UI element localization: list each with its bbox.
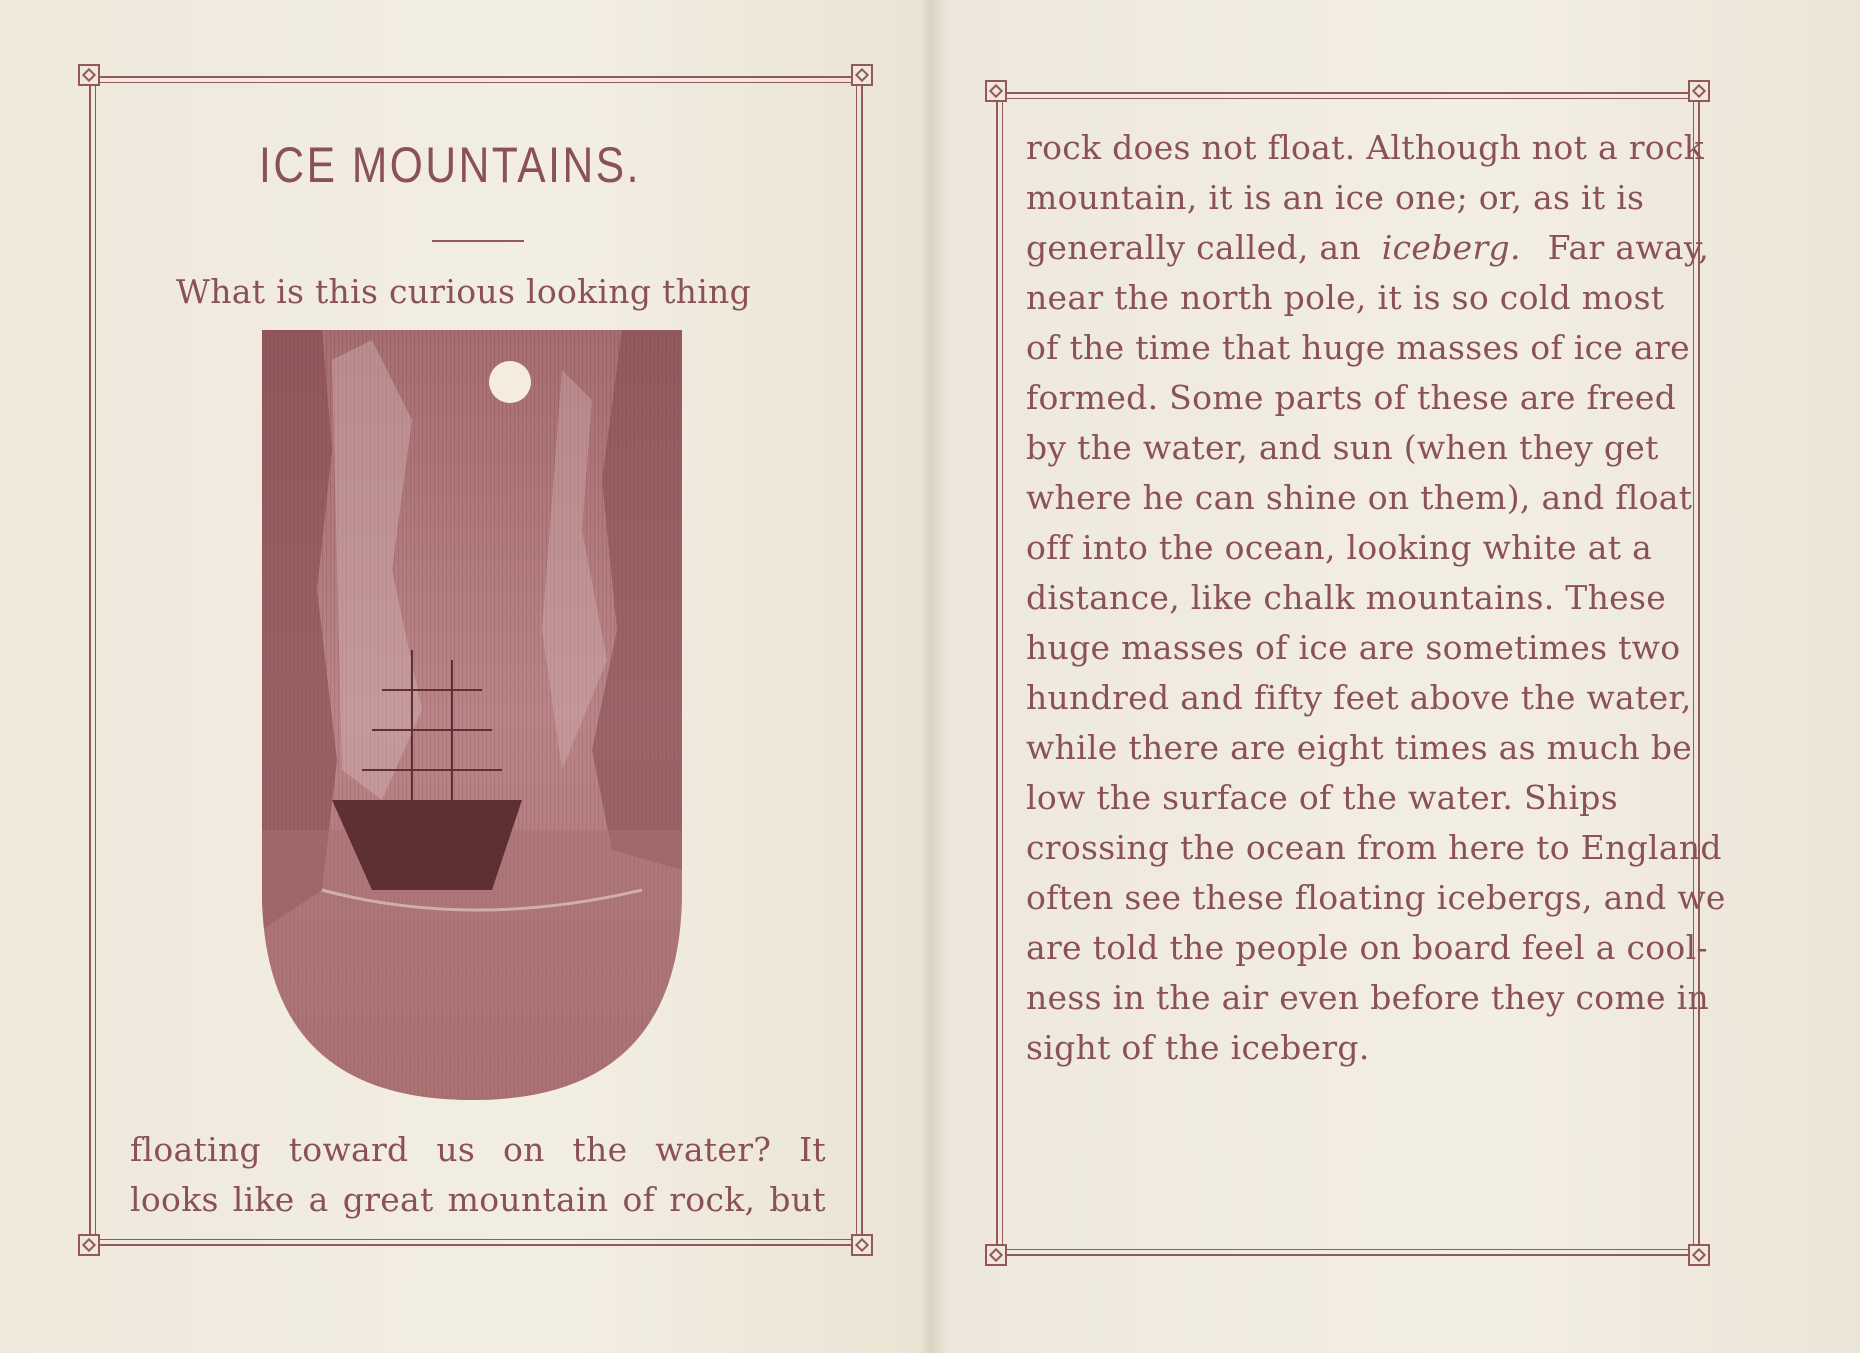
ornament-corner-icon: [851, 1234, 873, 1256]
text-line: where he can shine on them), and float: [1026, 478, 1693, 517]
text-fragment: generally called, an: [1026, 228, 1361, 267]
text-line: are told the people on board feel a cool-: [1026, 928, 1708, 967]
iceberg-ship-illustration: [262, 330, 682, 1100]
text-line: often see these floating icebergs, and we: [1026, 878, 1726, 917]
ornament-corner-icon: [78, 64, 100, 86]
text-line: [1026, 228, 1709, 267]
text-line: floating toward us on the water? It: [130, 1130, 826, 1169]
text-line: sight of the iceberg.: [1026, 1028, 1370, 1067]
title-divider: [432, 240, 524, 242]
text-line: off into the ocean, looking white at a: [1026, 528, 1653, 567]
text-line: near the north pole, it is so cold most: [1026, 278, 1665, 317]
text-line: distance, like chalk mountains. These: [1026, 578, 1667, 617]
page-title: ICE MOUNTAINS.: [258, 137, 641, 193]
ornament-corner-icon: [985, 80, 1007, 102]
ornament-corner-icon: [1688, 1244, 1710, 1266]
text-fragment: Far away,: [1547, 228, 1710, 267]
ornament-corner-icon: [1688, 80, 1710, 102]
text-line: ness in the air even before they come in: [1026, 978, 1710, 1017]
ornament-corner-icon: [78, 1234, 100, 1256]
text-line: low the surface of the water. Ships: [1026, 778, 1618, 817]
text-line: of the time that huge masses of ice are: [1026, 328, 1690, 367]
text-line: hundred and fifty feet above the water,: [1026, 678, 1692, 717]
text-line: formed. Some parts of these are freed: [1026, 378, 1677, 417]
ornament-corner-icon: [851, 64, 873, 86]
text-line: huge masses of ice are sometimes two: [1026, 628, 1681, 667]
text-line: looks like a great mountain of rock, but: [130, 1180, 826, 1219]
ornament-corner-icon: [985, 1244, 1007, 1266]
text-line: mountain, it is an ice one; or, as it is: [1026, 178, 1645, 217]
text-line: by the water, and sun (when they get: [1026, 428, 1659, 467]
text-line: crossing the ocean from here to England: [1026, 828, 1722, 867]
text-line: while there are eight times as much be: [1026, 728, 1693, 767]
text-line: rock does not float. Although not a rock: [1026, 128, 1705, 167]
right-page: [930, 0, 1860, 1353]
text-line: What is this curious looking thing: [176, 272, 752, 311]
italic-word: iceberg.: [1381, 228, 1521, 267]
